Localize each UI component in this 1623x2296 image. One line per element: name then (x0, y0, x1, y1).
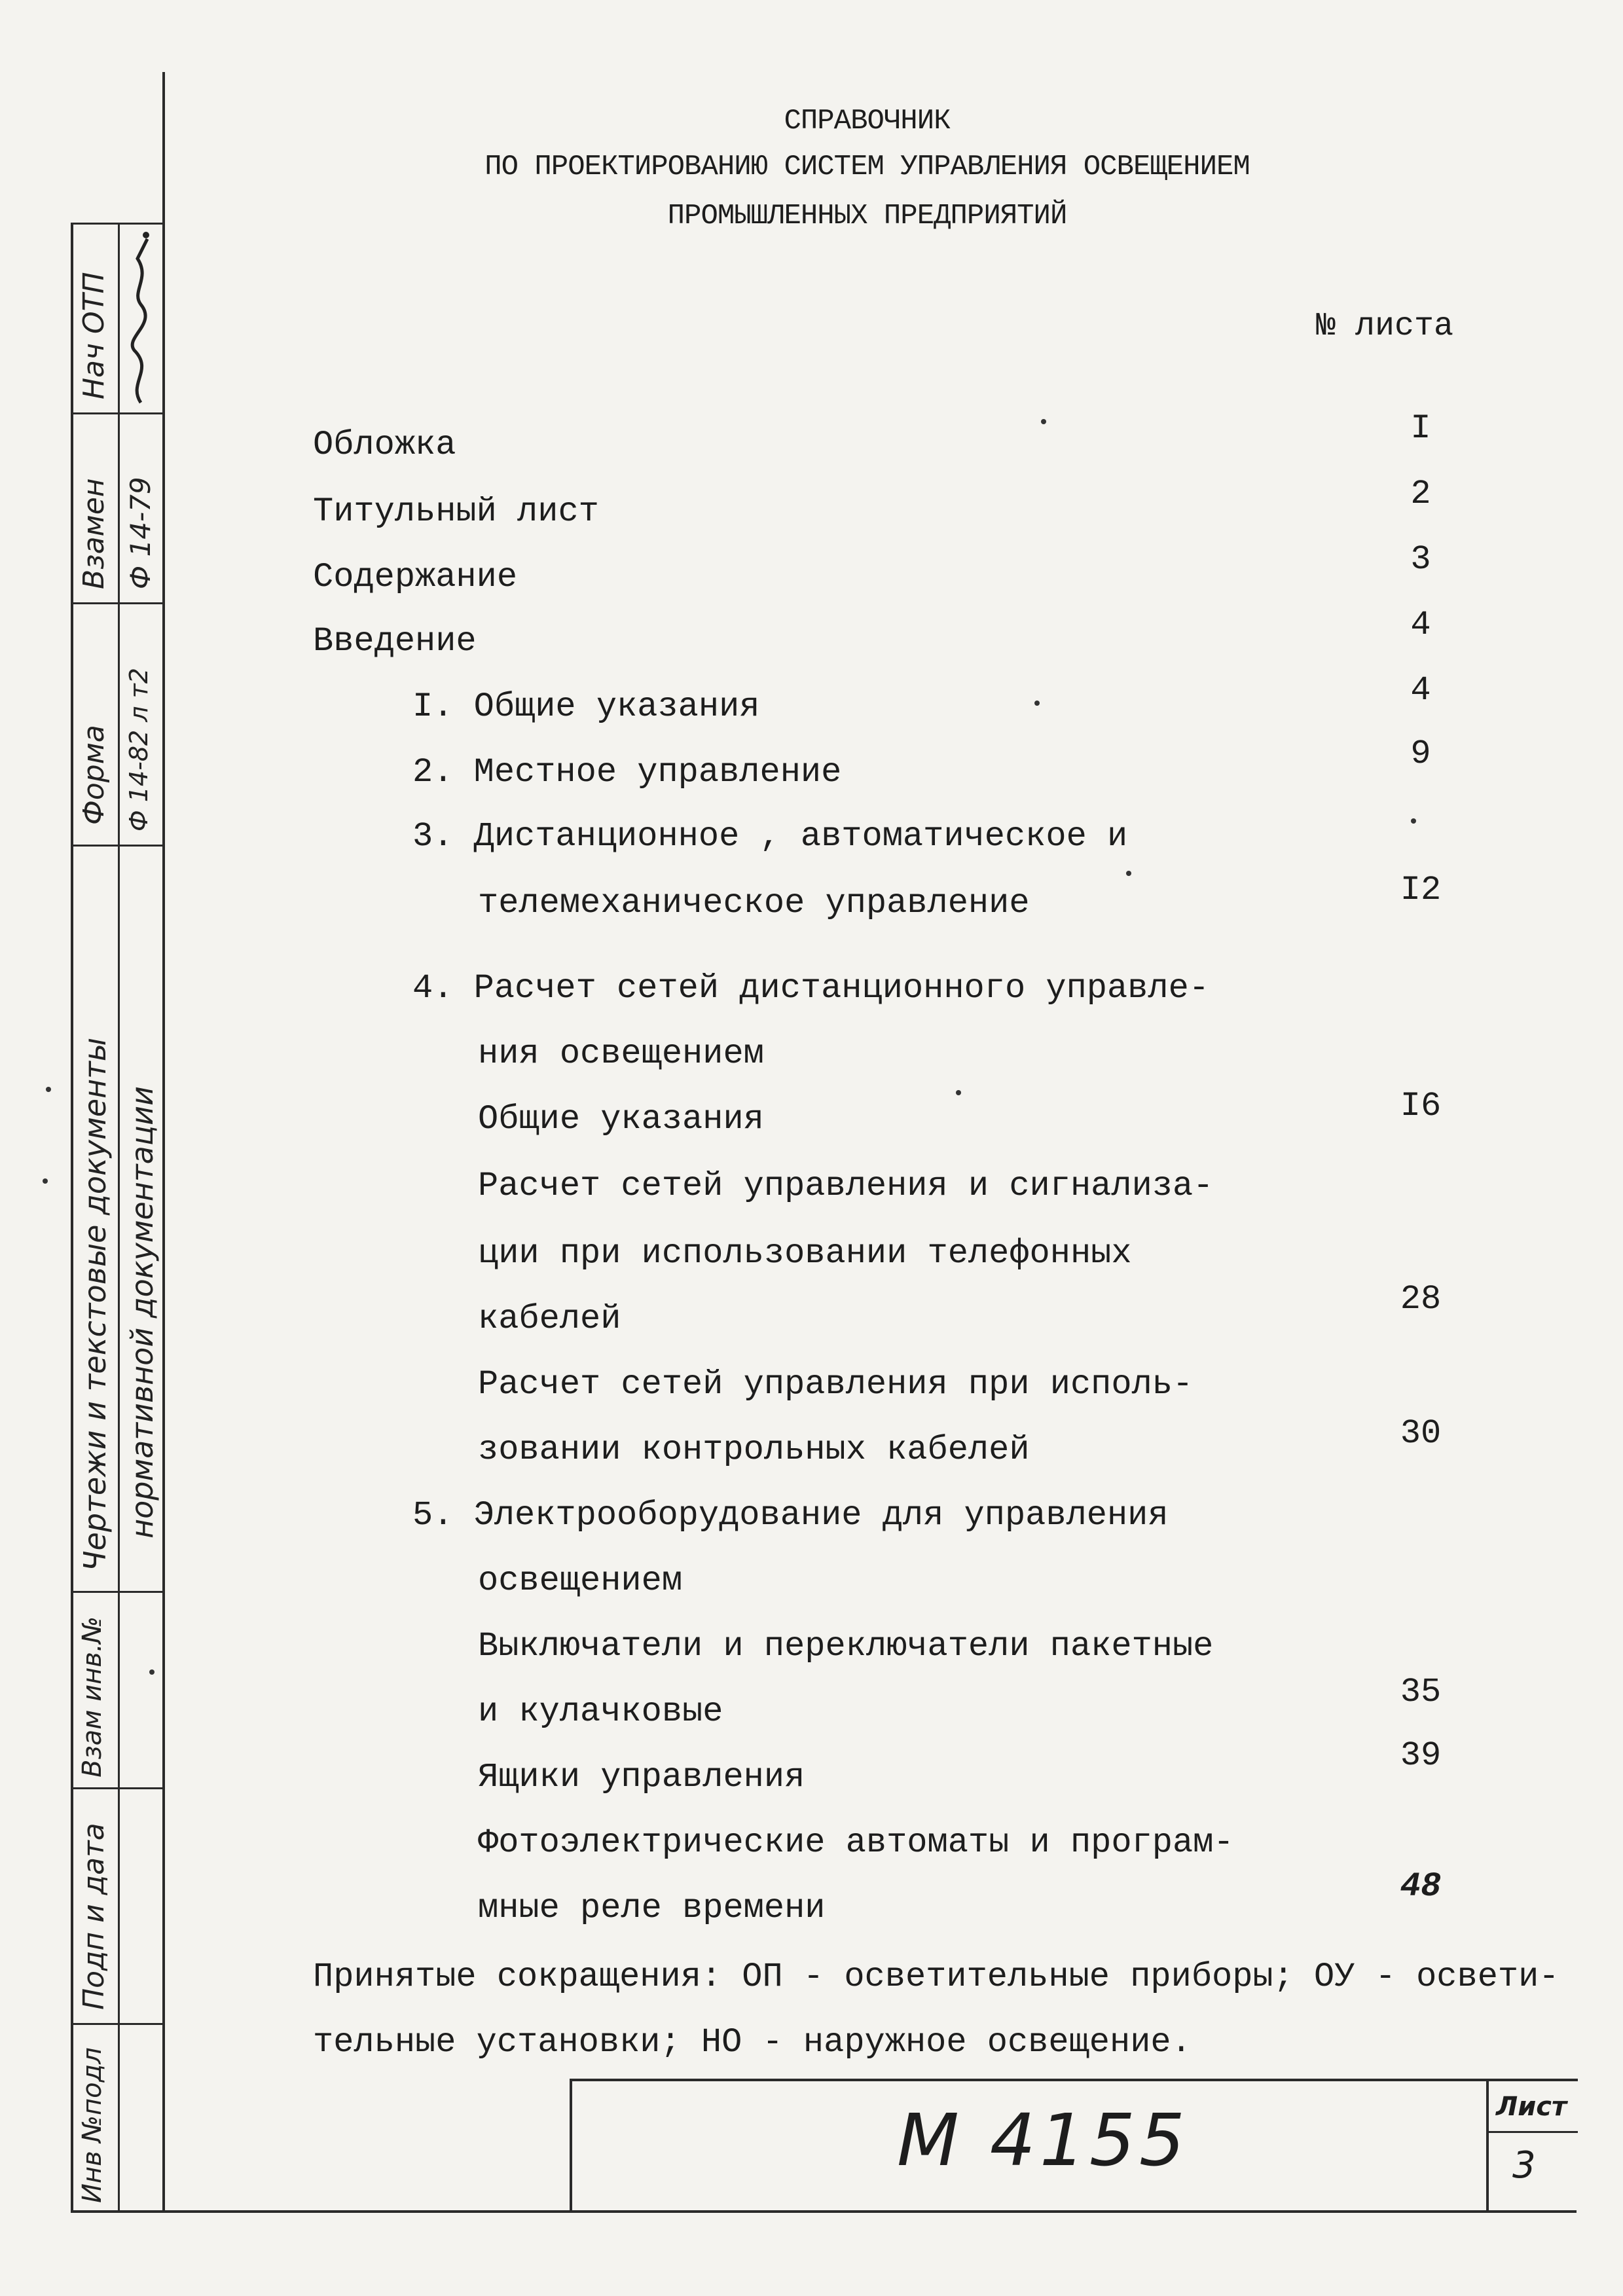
doc-title-line3: ПРОМЫШЛЕННЫХ ПРЕДПРИЯТИЙ (667, 200, 1067, 232)
margin-sep (71, 1787, 165, 1789)
toc-page: 4 (1410, 606, 1431, 644)
signature-icon (121, 226, 160, 409)
margin-sep (71, 412, 165, 414)
stamp-left-line (570, 2079, 572, 2213)
margin-sep (71, 602, 165, 604)
toc-page: 9 (1410, 735, 1431, 773)
toc-page: 28 (1400, 1280, 1442, 1319)
toc-item: телемеханическое управление (478, 884, 1030, 922)
margin-sep (71, 1591, 165, 1593)
toc-item: Ящики управления (478, 1758, 805, 1796)
margin-forma-value: Ф 14-82 л т2 (124, 668, 153, 831)
margin-inv-podl: Инв №подл (77, 2047, 107, 2203)
margin-vzam-inv: Взам инв.№ (77, 1616, 107, 1777)
toc-item: 4. Расчет сетей дистанционного управле- (412, 969, 1209, 1008)
margin-line-inner (162, 72, 165, 2213)
doc-title-line1: СПРАВОЧНИК (784, 105, 951, 137)
page-bottom-line (71, 2210, 1577, 2213)
stamp-right-line (1486, 2079, 1489, 2213)
toc-item: 2. Местное управление (412, 753, 842, 792)
margin-sep (71, 845, 165, 847)
toc-page: 3 (1410, 540, 1431, 579)
margin-podp-data: Подп и дата (77, 1823, 111, 2010)
toc-page: 35 (1400, 1673, 1442, 1711)
toc-page: 4 (1410, 671, 1431, 710)
toc-page: I2 (1400, 871, 1442, 909)
toc-item: 3. Дистанционное , автоматическое и (412, 817, 1128, 856)
toc-page: 39 (1400, 1736, 1442, 1775)
sheet-number: 3 (1512, 2144, 1536, 2187)
toc-page: 2 (1410, 475, 1431, 513)
margin-forma: Форма (77, 725, 111, 825)
toc-item: ния освещением (478, 1034, 764, 1073)
toc-item: Фотоэлектрические автоматы и програм- (478, 1823, 1234, 1862)
toc-item: Титульный лист (313, 492, 599, 531)
toc-item: Расчет сетей управления и сигнализа- (478, 1167, 1214, 1205)
margin-nach-otp: Нач ОТП (77, 272, 111, 399)
toc-item: Содержание (313, 558, 518, 596)
footnote-line2: тельные установки; НО - наружное освещение. (313, 2023, 1192, 2062)
scan-speck (956, 1090, 961, 1095)
margin-vzamen-value: Ф 14-79 (124, 477, 156, 589)
footnote-line1: Принятые сокращения: ОП - осветительные приборы; ОУ - освети- (313, 1958, 1559, 1996)
scan-speck (46, 1087, 51, 1092)
toc-page: I (1410, 409, 1431, 448)
scan-speck (1411, 818, 1416, 824)
toc-item: 5. Электрооборудование для управления (412, 1496, 1169, 1535)
sheet-label: Лист (1496, 2092, 1567, 2122)
toc-page: I6 (1400, 1087, 1442, 1125)
toc-item: Введение (313, 622, 477, 661)
margin-vzamen: Взамен (77, 478, 111, 589)
margin-line-mid (118, 223, 120, 2213)
toc-page: 30 (1400, 1414, 1442, 1453)
toc-item: зовании контрольных кабелей (478, 1430, 1030, 1469)
toc-item: и кулачковые (478, 1692, 723, 1731)
toc-item: мные реле времени (478, 1889, 826, 1927)
margin-docs-line1: Чертежи и текстовые документы (77, 1037, 113, 1571)
toc-item: ции при использовании телефонных (478, 1234, 1132, 1273)
margin-docs-line2: нормативной документации (124, 1086, 160, 1539)
toc-item: I. Общие указания (412, 687, 760, 726)
toc-item: освещением (478, 1561, 683, 1600)
sheet-column-label: № листа (1316, 308, 1454, 345)
toc-item: Расчет сетей управления при исполь- (478, 1365, 1194, 1404)
scan-speck (1126, 871, 1131, 876)
toc-item: Общие указания (478, 1100, 764, 1139)
stamp-top-line (570, 2079, 1578, 2081)
margin-line-outer (71, 223, 73, 2213)
toc-item: кабелей (478, 1300, 621, 1338)
doc-title-line2: ПО ПРОЕКТИРОВАНИЮ СИСТЕМ УПРАВЛЕНИЯ ОСВЕЩЕНИЕМ (484, 151, 1250, 183)
stamp-sheet-sep (1486, 2131, 1578, 2133)
scan-speck (149, 1669, 155, 1675)
doc-code: М 4155 (897, 2098, 1189, 2182)
scan-speck (1034, 701, 1040, 706)
scan-speck (43, 1178, 48, 1184)
margin-sep (71, 2023, 165, 2025)
scan-speck (1041, 419, 1046, 424)
toc-item: Обложка (313, 426, 456, 464)
toc-page: 48 (1400, 1867, 1442, 1906)
toc-item: Выключатели и переключатели пакетные (478, 1627, 1214, 1666)
